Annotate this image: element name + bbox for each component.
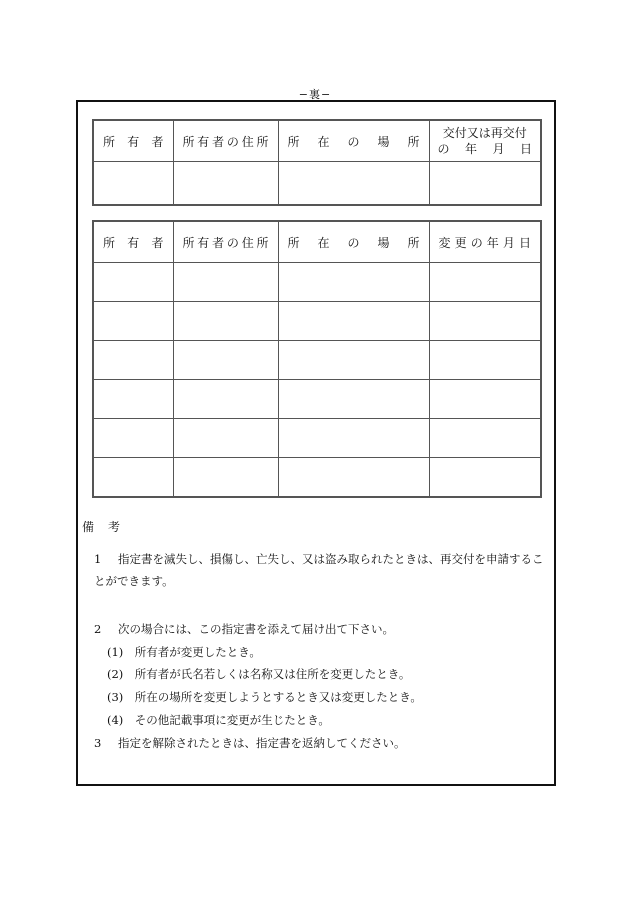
table-cell[interactable] xyxy=(429,302,541,341)
header-char: 年 xyxy=(486,235,499,250)
header-char: 所 xyxy=(287,134,300,149)
header-char: 有 xyxy=(197,235,210,250)
table-cell[interactable] xyxy=(93,302,173,341)
table-cell[interactable] xyxy=(93,341,173,380)
header-char: の xyxy=(226,134,239,149)
header-char: 者 xyxy=(212,134,225,149)
remark-2-number: 2 xyxy=(94,622,102,636)
header-char: 者 xyxy=(151,235,164,250)
header-char: 所 xyxy=(256,235,269,250)
table-cell[interactable] xyxy=(173,302,278,341)
remarks-title: 備考 xyxy=(82,520,135,534)
table-cell[interactable] xyxy=(93,263,173,302)
table-cell[interactable] xyxy=(93,458,173,498)
table-cell[interactable] xyxy=(173,458,278,498)
header-char: 者 xyxy=(151,134,164,149)
header-char: 月 xyxy=(492,142,505,156)
header-char: 所 xyxy=(182,235,195,250)
table-cell[interactable] xyxy=(429,419,541,458)
remark-3-number: 3 xyxy=(94,736,102,750)
table-cell[interactable] xyxy=(429,380,541,419)
remark-3-text: 指定を解除されたときは、指定書を返納してください。 xyxy=(118,736,406,750)
remark-1-number: 1 xyxy=(94,552,102,566)
table-cell[interactable] xyxy=(278,458,429,498)
header-char: の xyxy=(470,235,483,250)
header-char: 所 xyxy=(182,134,195,149)
table-cell[interactable] xyxy=(429,263,541,302)
owner-header xyxy=(93,120,173,162)
table-cell[interactable] xyxy=(93,380,173,419)
owner-address-header xyxy=(173,221,278,263)
remark-2-sub4: (4) その他記載事項に変更が生じたとき。 xyxy=(107,713,330,727)
header-char: 所 xyxy=(287,235,300,250)
header-char: の xyxy=(347,134,360,149)
location-header xyxy=(278,120,429,162)
table-cell[interactable] xyxy=(278,162,429,206)
issue-date-header-line2 xyxy=(430,141,541,157)
table-row xyxy=(93,263,541,302)
table-cell[interactable] xyxy=(429,162,541,206)
table-cell[interactable] xyxy=(278,419,429,458)
change-record-table xyxy=(92,220,542,498)
table-cell[interactable] xyxy=(173,419,278,458)
header-char: 所 xyxy=(256,134,269,149)
page-header: −裏− xyxy=(298,88,332,101)
table-cell[interactable] xyxy=(173,380,278,419)
table-header-row xyxy=(93,221,541,263)
header-char: 所 xyxy=(103,235,116,250)
table-row xyxy=(93,419,541,458)
remark-2-sub2: (2) 所有者が氏名若しくは名称又は住所を変更したとき。 xyxy=(107,667,411,681)
table-cell[interactable] xyxy=(278,263,429,302)
table-cell[interactable] xyxy=(429,458,541,498)
header-char: 住 xyxy=(241,134,254,149)
table-row xyxy=(93,162,541,206)
table-header-row xyxy=(93,120,541,162)
header-char: 月 xyxy=(502,235,515,250)
table-row xyxy=(93,341,541,380)
location-header xyxy=(278,221,429,263)
table-row xyxy=(93,380,541,419)
table-cell[interactable] xyxy=(278,380,429,419)
header-char: の xyxy=(437,142,450,156)
issue-date-header-line1: 交付又は再交付 xyxy=(442,126,527,140)
remark-1-line2: とができます。 xyxy=(94,574,174,588)
header-char: 場 xyxy=(377,235,390,250)
table-cell[interactable] xyxy=(278,341,429,380)
table-cell[interactable] xyxy=(429,341,541,380)
remark-2-sub1: (1) 所有者が変更したとき。 xyxy=(107,645,261,659)
header-char: の xyxy=(226,235,239,250)
change-date-header xyxy=(429,221,541,263)
header-char: 有 xyxy=(127,134,140,149)
header-char: の xyxy=(347,235,360,250)
header-char: 有 xyxy=(197,134,210,149)
header-char: 場 xyxy=(377,134,390,149)
header-char: 在 xyxy=(317,134,330,149)
header-char: 日 xyxy=(518,235,531,250)
remark-2-sub3: (3) 所在の場所を変更しようとするとき又は変更したとき。 xyxy=(107,690,422,704)
owner-address-header xyxy=(173,120,278,162)
header-char: 更 xyxy=(454,235,467,250)
table-row xyxy=(93,458,541,498)
header-char: 所 xyxy=(407,235,420,250)
header-char: 住 xyxy=(241,235,254,250)
header-char: 在 xyxy=(317,235,330,250)
table-cell[interactable] xyxy=(173,263,278,302)
issue-record-table xyxy=(92,119,542,206)
owner-header xyxy=(93,221,173,263)
remark-2-text: 次の場合には、この指定書を添えて届け出て下さい。 xyxy=(118,622,394,636)
header-char: 者 xyxy=(212,235,225,250)
table-cell[interactable] xyxy=(93,419,173,458)
header-char: 変 xyxy=(438,235,451,250)
table-cell[interactable] xyxy=(173,341,278,380)
header-char: 有 xyxy=(127,235,140,250)
header-char: 所 xyxy=(103,134,116,149)
table-cell[interactable] xyxy=(278,302,429,341)
header-char: 所 xyxy=(407,134,420,149)
table-cell[interactable] xyxy=(173,162,278,206)
table-cell[interactable] xyxy=(93,162,173,206)
remark-1-line1: 指定書を滅失し、損傷し、亡失し、又は盗み取られたときは、再交付を申請するこ xyxy=(118,552,544,566)
header-char: 年 xyxy=(464,142,477,156)
table-row xyxy=(93,302,541,341)
issue-date-header xyxy=(429,120,541,162)
header-char: 日 xyxy=(519,142,532,156)
